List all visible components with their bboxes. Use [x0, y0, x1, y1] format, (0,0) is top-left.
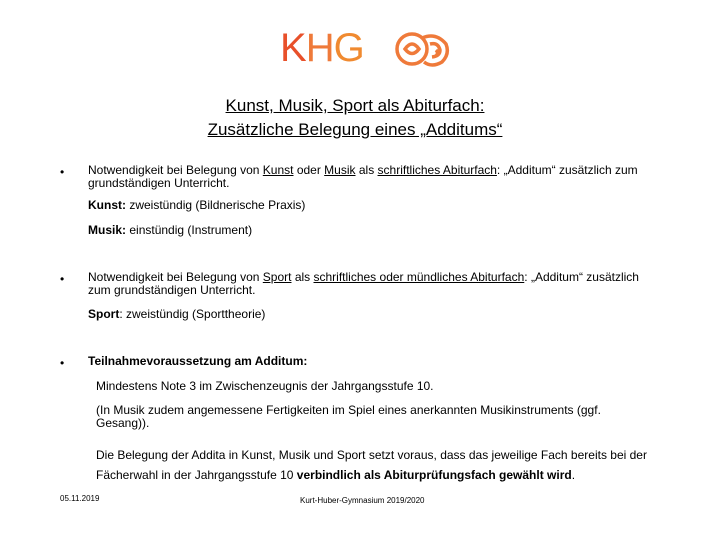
footer-school: Kurt-Huber-Gymnasium 2019/2020	[300, 496, 425, 505]
kunst-text: zweistündig (Bildnerische Praxis)	[126, 198, 306, 212]
sport-text: : zweistündig (Sporttheorie)	[119, 307, 266, 321]
kunst-underlined: Kunst	[262, 163, 294, 177]
text-fragment: : „Additum“ zusätzlich zum grundständigen Unterricht.	[88, 163, 638, 190]
slide-title	[0, 94, 710, 142]
text-fragment: als	[355, 163, 378, 177]
bullet-1: •	[60, 165, 65, 179]
musik-text: einstündig (Instrument)	[126, 223, 253, 237]
musik-underlined: Musik	[324, 163, 356, 177]
text-fragment: : „Additum“ zusätzlich zum grundständigen Unterricht.	[88, 270, 639, 297]
footer-date: 05.11.2019	[60, 494, 100, 503]
text-fragment: oder	[293, 163, 325, 177]
logo-letter-g: G	[333, 26, 364, 70]
text-fragment: .	[571, 468, 576, 482]
section2-paragraph	[88, 271, 648, 297]
title-line-1: Kunst, Musik, Sport als Abiturfach:	[225, 96, 485, 115]
text-fragment: Die Belegung der Addita in Kunst, Musik und Sport setzt voraus, dass das jeweilige Fach bereits bei der Fächerwahl in der Jahrgangsstufe 10	[96, 448, 647, 482]
abiturfach-underlined: schriftliches oder mündliches Abiturfach	[313, 270, 525, 284]
section3-note-music: (In Musik zudem angemessene Fertigkeiten im Spiel eines anerkannten Musikinstruments (ggf. Gesang)).	[96, 403, 601, 430]
logo-text	[280, 28, 364, 68]
text-fragment: Notwendigkeit bei Belegung von	[88, 163, 263, 177]
title-line-2: Zusätzliche Belegung eines „Additums“	[207, 120, 503, 139]
musik-label: Musik:	[88, 223, 127, 237]
logo-letter-h: H	[305, 26, 334, 70]
section3-requirement	[96, 445, 666, 485]
rose-icon	[392, 30, 456, 68]
bullet-3: •	[60, 356, 65, 370]
section3-note-grade: Mindestens Note 3 im Zwischenzeugnis der Jahrgangsstufe 10.	[96, 379, 434, 393]
schriftliches-abiturfach-underlined: schriftliches Abiturfach	[377, 163, 497, 177]
bullet-2: •	[60, 272, 65, 286]
musik-detail	[88, 224, 252, 237]
kunst-label: Kunst:	[88, 198, 126, 212]
sport-underlined: Sport	[262, 270, 292, 284]
text-fragment: als	[291, 270, 314, 284]
section3-heading: Teilnahmevoraussetzung am Additum:	[88, 354, 308, 368]
kunst-detail	[88, 199, 305, 212]
section1-paragraph	[88, 164, 668, 190]
school-logo	[280, 26, 460, 70]
sport-detail	[88, 308, 265, 321]
logo-letter-k: K	[280, 26, 306, 70]
text-fragment: Notwendigkeit bei Belegung von	[88, 270, 263, 284]
sport-label: Sport	[88, 307, 120, 321]
binding-choice-bold: verbindlich als Abiturprüfungsfach gewählt wird	[296, 468, 572, 482]
